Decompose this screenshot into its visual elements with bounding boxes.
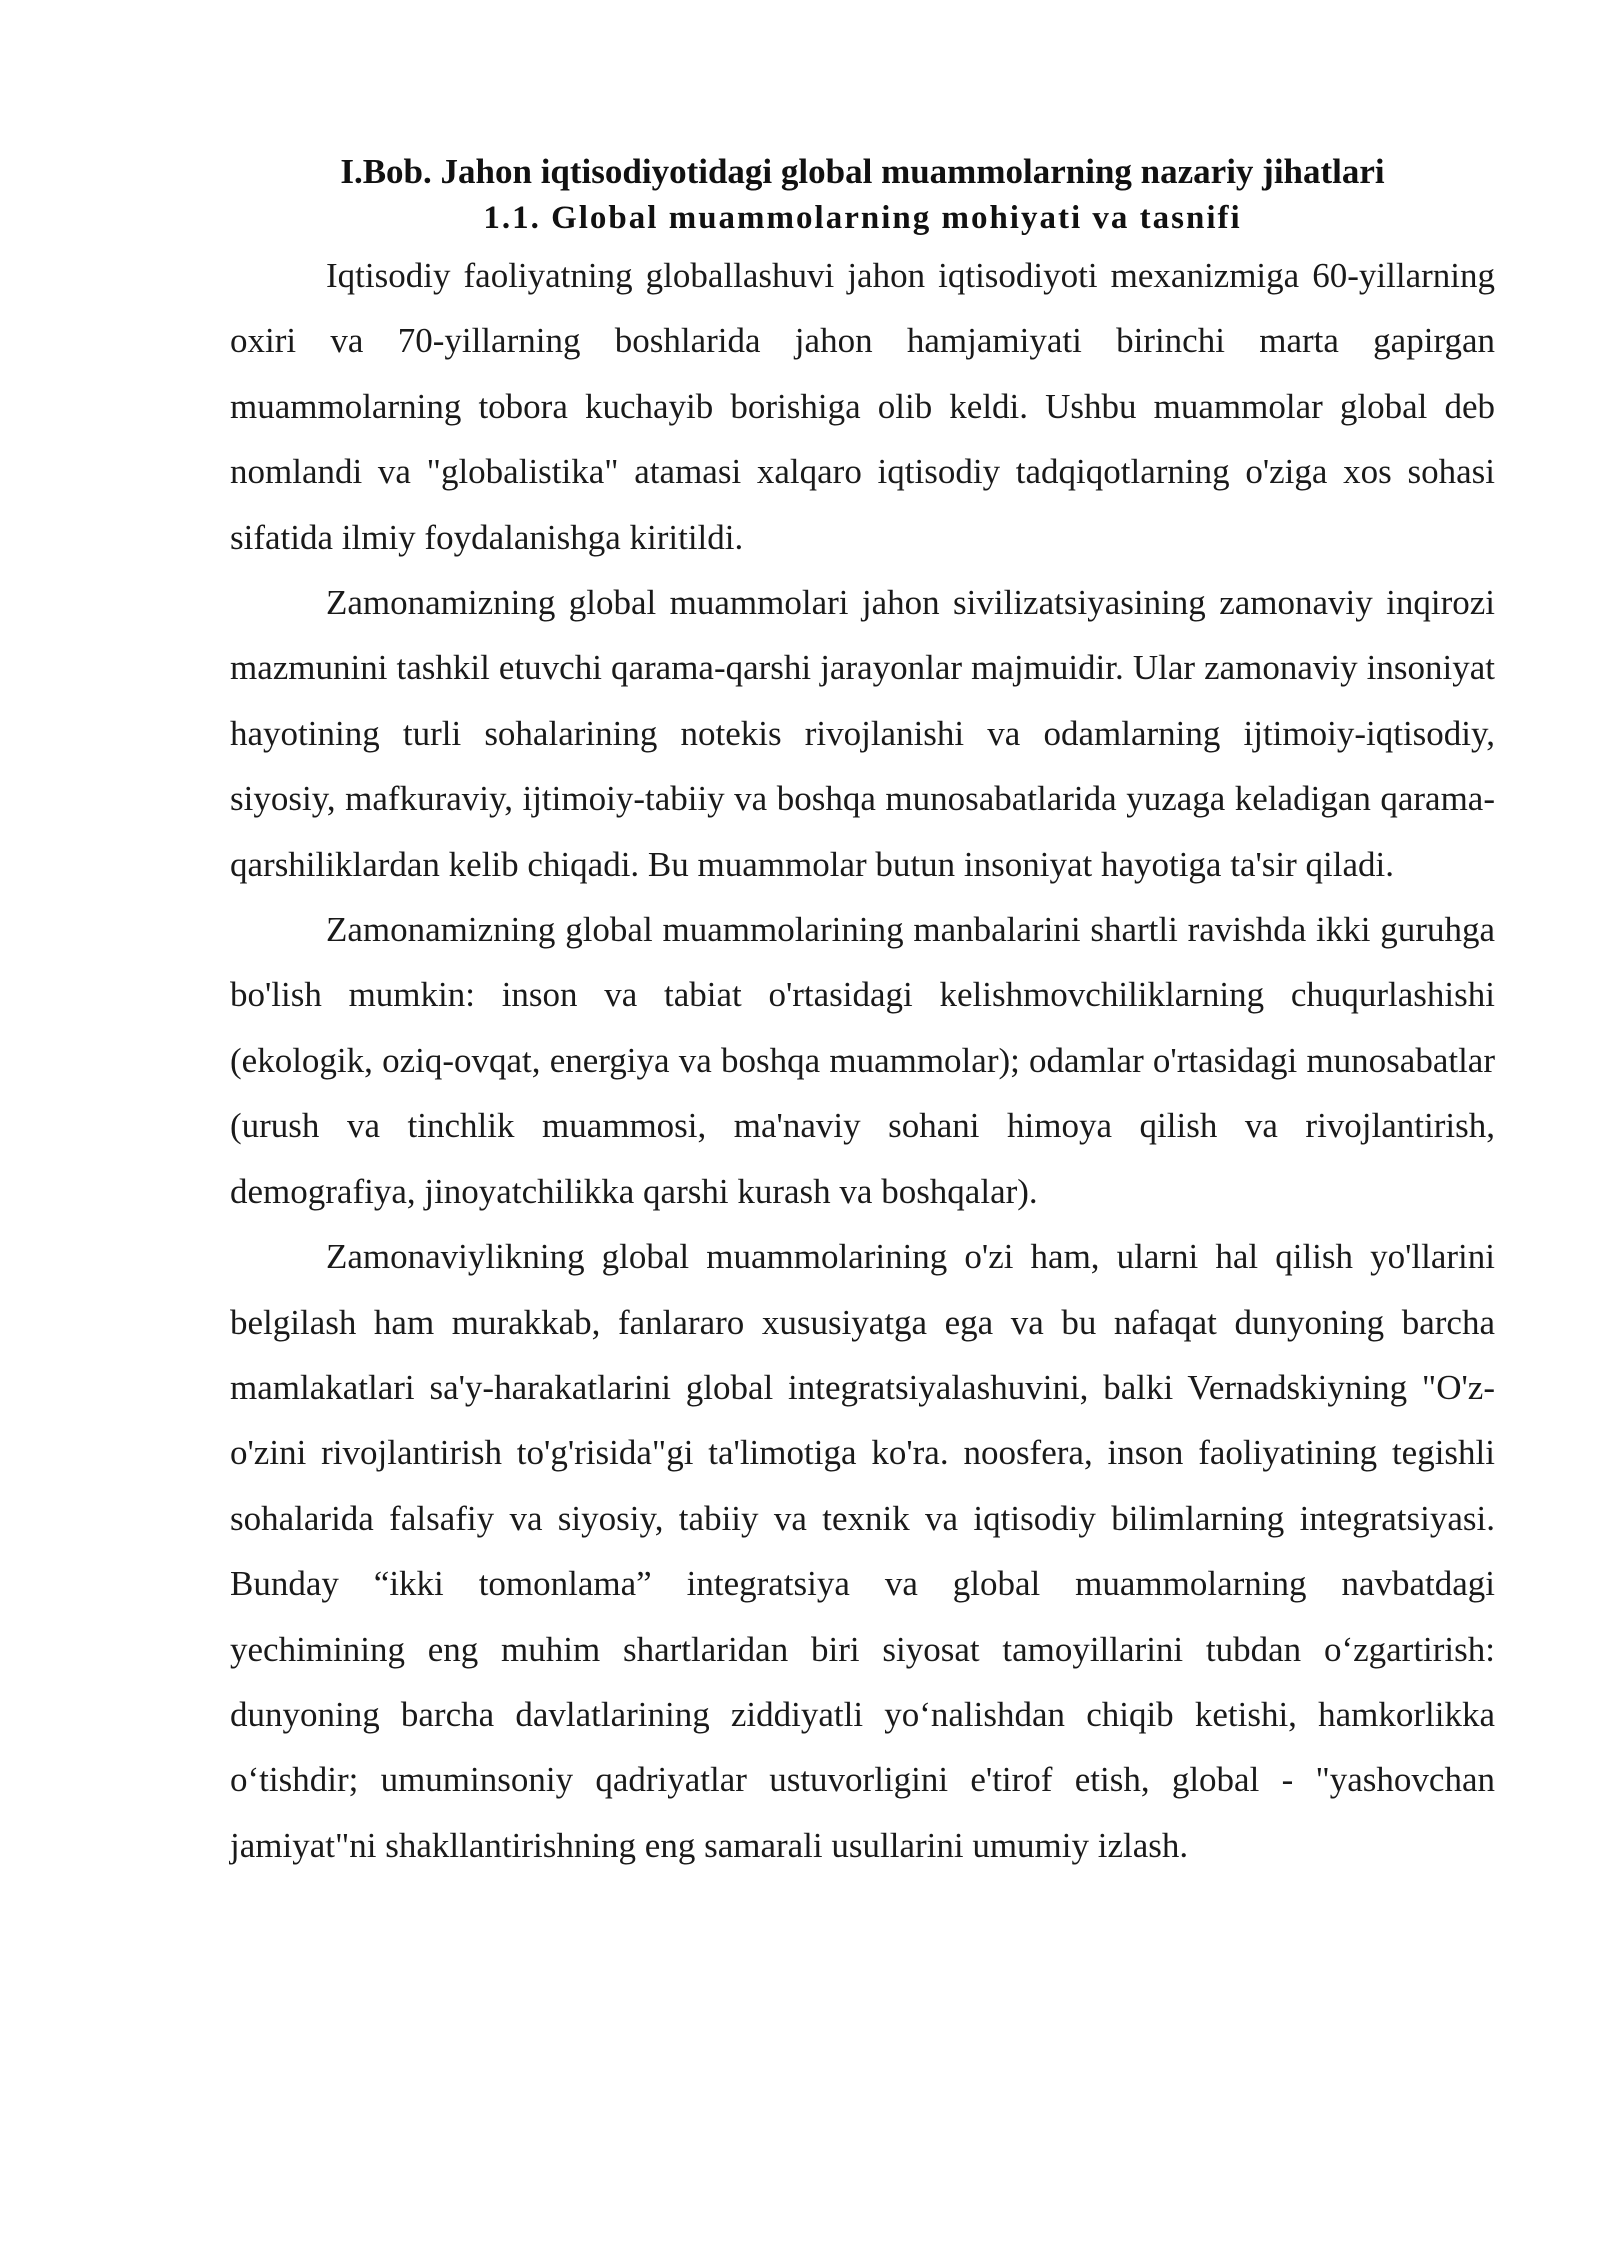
paragraph-3: Zamonamizning global muammolarining manbalarini shartli ravishda ikki guruhga bo'lish mumkin: inson va tabiat o'rtasidagi kelishmovchiliklarning chuqurlashishi (ekologik, oziq-ovqat, energiya va boshqa muammolar); odamlar o'rtasidagi munosabatlar (urush va tinchlik muammosi, ma'naviy sohani himoya qilish va rivojlantirish, demografiya, jinoyatchilikka qarshi kurash va boshqalar). (230, 910, 1495, 1211)
paragraph-4: Zamonaviylikning global muammolarining o'zi ham, ularni hal qilish yo'llarini belgilash ham murakkab, fanlararo xususiyatga ega va bu nafaqat dunyoning barcha mamlakatlari sa'y-harakatlarini global integratsiyalashuvini, balki Vernadskiyning "O'z-o'zini rivojlantirish to'g'risida"gi ta'limotiga ko'ra. noosfera, inson faoliyatining tegishli sohalarida falsafiy va siyosiy, tabiiy va texnik va iqtisodiy bilimlarning integratsiyasi. Bunday “ikki tomonlama” integratsiya va global muammolarning navbatdagi yechimining eng muhim shartlaridan biri siyosat tamoyillarini tubdan o‘zgartirish: dunyoning barcha davlatlarining ziddiyatli yo‘nalishdan chiqib ketishi, hamkorlikka o‘tishdir; umuminsoniy qadriyatlar ustuvorligini e'tirof etish, global - "yashovchan jamiyat"ni shakllantirishning eng samarali usullarini umumiy izlash. (230, 1237, 1495, 1865)
section-title: 1.1. Global muammolarning mohiyati va tasnifi (483, 200, 1242, 236)
paragraph-1: Iqtisodiy faoliyatning globallashuvi jahon iqtisodiyoti mexanizmiga 60-yillarning oxiri va 70-yillarning boshlarida jahon hamjamiyati birinchi marta gapirgan muammolarning tobora kuchayib borishiga olib keldi. Ushbu muammolar global deb nomlandi va "globalistika" atamasi xalqaro iqtisodiy tadqiqotlarning o'ziga xos sohasi sifatida ilmiy foydalanishga kiritildi. (230, 256, 1495, 557)
page-content (230, 148, 1495, 1878)
chapter-title: I.Bob. Jahon iqtisodiyotidagi global muammolarning nazariy jihatlari (340, 152, 1385, 191)
paragraph-2: Zamonamizning global muammolari jahon sivilizatsiyasining zamonaviy inqirozi mazmunini tashkil etuvchi qarama-qarshi jarayonlar majmuidir. Ular zamonaviy insoniyat hayotining turli sohalarining notekis rivojlanishi va odamlarning ijtimoiy-iqtisodiy, siyosiy, mafkuraviy, ijtimoiy-tabiiy va boshqa munosabatlarida yuzaga keladigan qarama-qarshiliklardan kelib chiqadi. Bu muammolar butun insoniyat hayotiga ta'sir qiladi. (230, 583, 1495, 884)
